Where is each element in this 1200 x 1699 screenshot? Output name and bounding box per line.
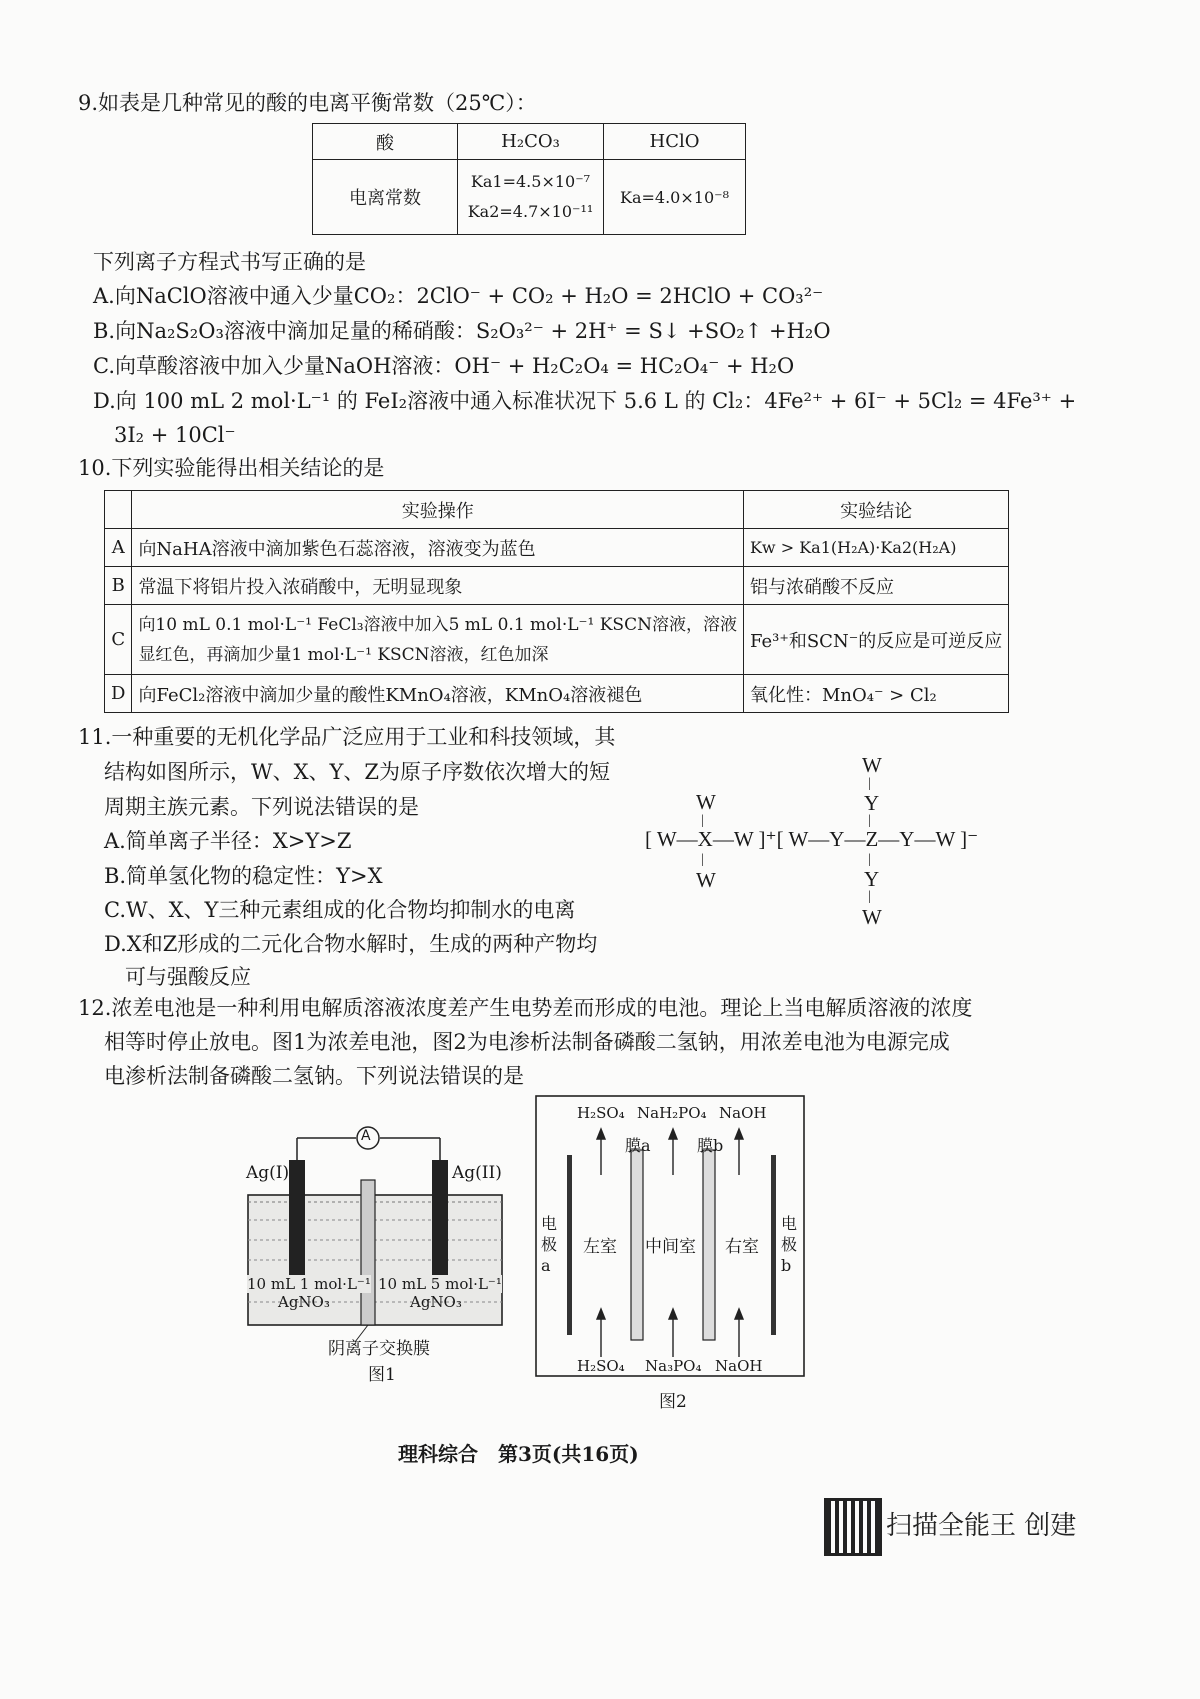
fig2-elec-a: 电极a: [541, 1214, 558, 1275]
q11-option-d-2: 可与强酸反应: [125, 965, 251, 989]
fig2-elec-b: 电极b: [781, 1214, 798, 1275]
fig2-right-room: 右室: [725, 1237, 759, 1257]
figure-2: [535, 1095, 805, 1410]
q9-ka: Ka=4.0×10⁻⁸: [604, 160, 746, 235]
struct-w-bottom-x: W: [696, 868, 716, 892]
q10-row-a-op: 向NaHA溶液中滴加紫色石蕊溶液，溶液变为蓝色: [132, 529, 744, 567]
q9-h-acid: 酸: [313, 124, 458, 160]
q9-option-d-1: D.向 100 mL 2 mol·L⁻¹ 的 FeI₂溶液中通入标准状况下 5.6 L 的 Cl₂：4Fe²⁺ + 6I⁻ + 5Cl₂ = 4Fe³⁺ +: [93, 389, 1077, 413]
q10-row-a-key: A: [105, 529, 132, 567]
q10-row-d-con: 氧化性：MnO₄⁻ > Cl₂: [743, 675, 1008, 713]
struct-y-top: Y: [864, 791, 880, 815]
struct-y-bottom: Y: [864, 867, 880, 891]
fig2-mem-b: 膜b: [697, 1136, 724, 1155]
fig1-sol2a: 10 mL 5 mol·L⁻¹: [378, 1275, 502, 1293]
q9-ka1: Ka1=4.5×10⁻⁷: [470, 172, 591, 191]
q9-h-hclo: HClO: [604, 124, 746, 160]
q9-option-d-2: 3I₂ + 10Cl⁻: [114, 423, 236, 447]
q10-row-c-op-2: 显红色，再滴加少量1 mol·L⁻¹ KSCN溶液，红色加深: [138, 644, 549, 665]
q10-row-c-con: Fe³⁺和SCN⁻的反应是可逆反应: [743, 605, 1008, 675]
q10-row-b-con: 铝与浓硝酸不反应: [743, 567, 1008, 605]
q9-option-c: C.向草酸溶液中加入少量NaOH溶液：OH⁻ + H₂C₂O₄ = HC₂O₄⁻ + H₂O: [93, 354, 795, 378]
q11-line-3: 周期主族元素。下列说法错误的是: [104, 795, 419, 819]
q9-stem: 9.如表是几种常见的酸的电离平衡常数（25℃）：: [78, 91, 537, 115]
fig1-ag1: Ag(I): [246, 1163, 290, 1183]
fig1-sol1a: 10 mL 1 mol·L⁻¹: [247, 1275, 371, 1293]
q9-option-b: B.向Na₂S₂O₃溶液中滴加足量的稀硝酸：S₂O₃²⁻ + 2H⁺ = S↓ +SO₂↑ +H₂O: [93, 319, 831, 343]
fig2-out1: H₂SO₄: [577, 1104, 625, 1122]
q10-h-op: 实验操作: [132, 491, 744, 529]
struct-formula: [ W—X—W ]⁺[ W—Y—Z—Y—W ]⁻: [645, 827, 979, 851]
fig1-ag2: Ag(II): [452, 1163, 502, 1183]
qr-code-icon: [824, 1498, 882, 1556]
fig2-mem-a: 膜a: [625, 1136, 651, 1155]
struct-w-bottom: W: [862, 905, 882, 929]
fig2-middle-room: 中间室: [645, 1237, 696, 1257]
fig2-left-room: 左室: [583, 1237, 617, 1257]
fig1-sol2b: AgNO₃: [410, 1293, 462, 1311]
fig2-caption: 图2: [659, 1392, 687, 1412]
q10-table: [104, 490, 1009, 713]
q10-stem: 10.下列实验能得出相关结论的是: [78, 456, 385, 480]
q9-h-h2co3: H₂CO₃: [458, 124, 604, 160]
fig2-in1: H₂SO₄: [577, 1357, 625, 1375]
fig1-caption: 图1: [368, 1365, 396, 1385]
q9-prompt: 下列离子方程式书写正确的是: [93, 250, 366, 274]
q10-row-c-key: C: [105, 605, 132, 675]
q11-option-a: A.简单离子半径：X>Y>Z: [104, 829, 352, 853]
q10-row-d-key: D: [105, 675, 132, 713]
fig2-out2: NaH₂PO₄: [637, 1104, 707, 1122]
q12-line-2: 相等时停止放电。图1为浓差电池，图2为电渗析法制备磷酸二氢钠，用浓差电池为电源完成: [104, 1030, 950, 1054]
q10-row-d-op: 向FeCl₂溶液中滴加少量的酸性KMnO₄溶液，KMnO₄溶液褪色: [132, 675, 744, 713]
q11-line-2: 结构如图所示，W、X、Y、Z为原子序数依次增大的短: [104, 760, 610, 784]
q11-option-c: C.W、X、Y三种元素组成的化合物均抑制水的电离: [104, 898, 576, 922]
q10-row-c-op-1: 向10 mL 0.1 mol·L⁻¹ FeCl₃溶液中加入5 mL 0.1 mol·L⁻¹ KSCN溶液，溶液: [138, 614, 737, 635]
fig2-in3: NaOH: [715, 1357, 763, 1375]
fig2-out3: NaOH: [719, 1104, 767, 1122]
fig1-ammeter: A: [361, 1128, 371, 1144]
fig2-in2: Na₃PO₄: [645, 1357, 702, 1375]
q11-option-d-1: D.X和Z形成的二元化合物水解时，生成的两种产物均: [104, 932, 598, 956]
q9-ka2: Ka2=4.7×10⁻¹¹: [467, 202, 594, 221]
struct-w-top: W: [862, 753, 882, 777]
q9-row-label: 电离常数: [313, 160, 458, 235]
q10-row-a-con: Kw > Ka1(H₂A)·Ka2(H₂A): [743, 529, 1008, 567]
fig1-sol1b: AgNO₃: [278, 1293, 330, 1311]
q11-line-1: 11.一种重要的无机化学品广泛应用于工业和科技领域，其: [78, 725, 616, 749]
fig1-membrane: 阴离子交换膜: [328, 1339, 430, 1359]
q9-table: [312, 123, 746, 235]
q10-row-b-op: 常温下将铝片投入浓硝酸中，无明显现象: [132, 567, 744, 605]
q10-row-b-key: B: [105, 567, 132, 605]
q12-line-3: 电渗析法制备磷酸二氢钠。下列说法错误的是: [104, 1064, 524, 1088]
q12-line-1: 12.浓差电池是一种利用电解质溶液浓度差产生电势差而形成的电池。理论上当电解质溶液的浓度: [78, 996, 973, 1020]
struct-w-top-x: W: [696, 790, 716, 814]
q10-h-con: 实验结论: [743, 491, 1008, 529]
q9-option-a: A.向NaClO溶液中通入少量CO₂：2ClO⁻ + CO₂ + H₂O = 2HClO + CO₃²⁻: [93, 284, 824, 308]
watermark-text: 扫描全能王 创建: [886, 1511, 1077, 1541]
page-footer: 理科综合 第3页(共16页): [398, 1442, 639, 1466]
figure-1: [240, 1120, 510, 1390]
q11-option-b: B.简单氢化物的稳定性：Y>X: [104, 864, 383, 888]
